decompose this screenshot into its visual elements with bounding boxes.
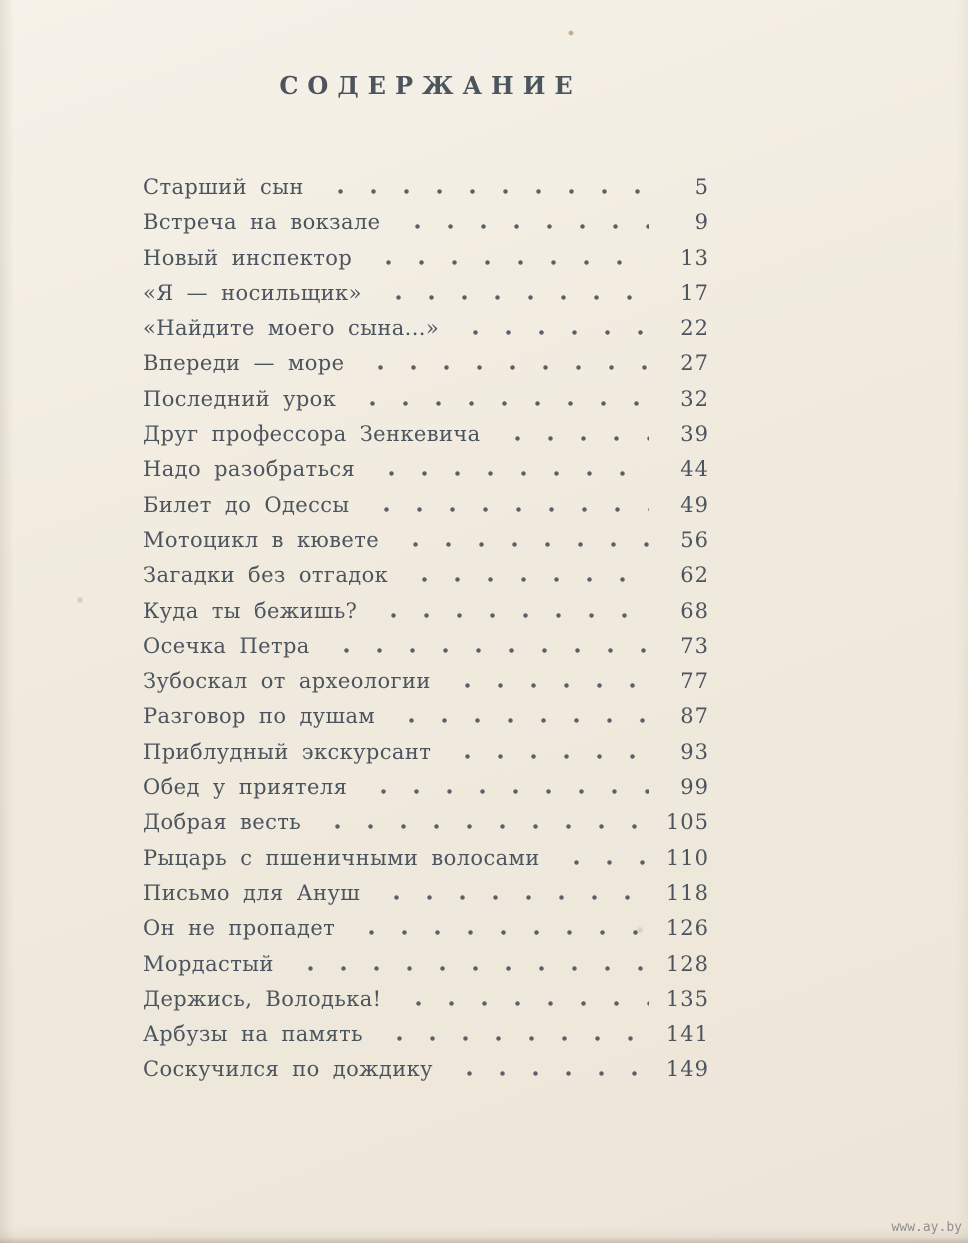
toc-entry [143,205,709,240]
toc-entry [143,735,709,770]
dot-leader [317,824,649,829]
dot-leader [352,401,649,406]
toc-entry-title: Соскучился по дождику [143,1057,433,1082]
dot-leader [290,966,649,971]
toc-entry-page: 93 [680,739,709,764]
toc-entry-page: 22 [680,316,709,341]
page-title: СОДЕРЖАНИЕ [279,71,582,100]
toc-entry [143,982,709,1017]
toc-entry [143,594,709,629]
toc-entry [143,523,709,558]
toc-entry-page: 27 [680,351,709,376]
toc-entry-page: 73 [680,633,709,658]
toc-entry-title: Последний урок [143,386,337,411]
toc-entry-title: Рыцарь с пшеничными волосами [143,845,540,870]
dot-leader [360,365,649,370]
dot-leader [497,436,649,441]
toc-entry-title: Разговор по душам [143,704,376,729]
dot-leader [376,895,649,900]
toc-entry-page: 99 [680,775,709,800]
toc-entry [143,911,709,946]
toc-entry [143,699,709,734]
toc-entry-page: 87 [680,704,709,729]
dot-leader [379,1036,649,1041]
toc-entry-page: 126 [665,916,709,941]
toc-entry [143,770,709,805]
dot-leader [366,507,649,512]
dot-leader [556,860,649,865]
toc-entry-title: Арбузы на память [143,1022,363,1047]
dot-leader [447,754,649,759]
dot-leader [368,260,649,265]
toc-entry [143,170,709,205]
toc-entry-title: Надо разобраться [143,457,356,482]
dot-leader [391,718,649,723]
toc-entry-title: Мордастый [143,951,274,976]
toc-entry-page: 39 [680,422,709,447]
toc-entry-title: Загадки без отгадок [143,563,389,588]
toc-entry [143,1052,709,1087]
toc-entry-title: «Найдите моего сына...» [143,316,440,341]
toc-entry [143,382,709,417]
toc-entry-page: 56 [680,527,709,552]
dot-leader [398,1001,649,1006]
toc-entry-page: 141 [665,1022,709,1047]
toc-entry-page: 44 [680,457,709,482]
toc-entry-title: Осечка Петра [143,633,310,658]
dot-leader [373,613,649,618]
toc-entry-title: Куда ты бежишь? [143,598,358,623]
toc-entry-title: Друг профессора Зенкевича [143,422,481,447]
toc-entry [143,841,709,876]
toc-entry-title: Впереди — море [143,351,345,376]
toc-entry-title: Зубоскал от археологии [143,669,431,694]
toc-entry-page: 118 [665,880,709,905]
toc-entry [143,311,709,346]
toc-entry [143,488,709,523]
toc-entry-title: Письмо для Ануш [143,880,361,905]
toc-entry-page: 62 [680,563,709,588]
toc-entry-page: 105 [665,810,709,835]
dot-leader [397,224,650,229]
toc-entry [143,947,709,982]
toc-entry-page: 49 [680,492,709,517]
toc-entry-title: Мотоцикл в кювете [143,527,380,552]
dot-leader [363,789,649,794]
toc-entry [143,276,709,311]
toc-entry [143,346,709,381]
toc-entry-title: Обед у приятеля [143,775,348,800]
toc-entry-page: 135 [665,986,709,1011]
toc-entry [143,664,709,699]
toc-entry-title: Он не пропадет [143,916,336,941]
toc-entry-title: Держись, Володька! [143,986,382,1011]
dot-leader [395,542,649,547]
toc-entry-page: 32 [680,386,709,411]
dot-leader [351,930,649,935]
toc-entry [143,558,709,593]
toc-entry [143,452,709,487]
toc-entry [143,629,709,664]
dot-leader [326,648,649,653]
dot-leader [378,295,649,300]
toc-entry [143,876,709,911]
toc-entry-title: Приблудный экскурсант [143,739,432,764]
dot-leader [320,189,649,194]
toc-content [143,0,709,1243]
toc-entry-page: 149 [665,1057,709,1082]
toc-entry [143,1017,709,1052]
toc-entry [143,417,709,452]
toc-entry-title: Добрая весть [143,810,302,835]
toc-entry-title: Новый инспектор [143,245,353,270]
toc-entry-page: 110 [665,845,709,870]
toc-entry-page: 128 [665,951,709,976]
dot-leader [449,1071,649,1076]
toc-entry-page: 77 [680,669,709,694]
dot-leader [371,471,649,476]
toc-entry [143,241,709,276]
toc-entry-page: 9 [694,210,709,235]
toc-entry-page: 13 [680,245,709,270]
dot-leader [455,330,649,335]
toc-entry-page: 17 [680,280,709,305]
toc-entry-page: 5 [694,175,709,199]
toc-entry-page: 68 [680,598,709,623]
toc-entry-title: Старший сын [143,175,304,199]
toc-entry-title: Билет до Одессы [143,492,350,517]
toc-entry [143,805,709,840]
toc-entry-title: Встреча на вокзале [143,210,381,235]
watermark: www.ay.by [891,1220,962,1235]
dot-leader [447,683,649,688]
toc-list [143,170,709,1088]
toc-entry-title: «Я — носильщик» [143,280,362,305]
dot-leader [404,577,649,582]
